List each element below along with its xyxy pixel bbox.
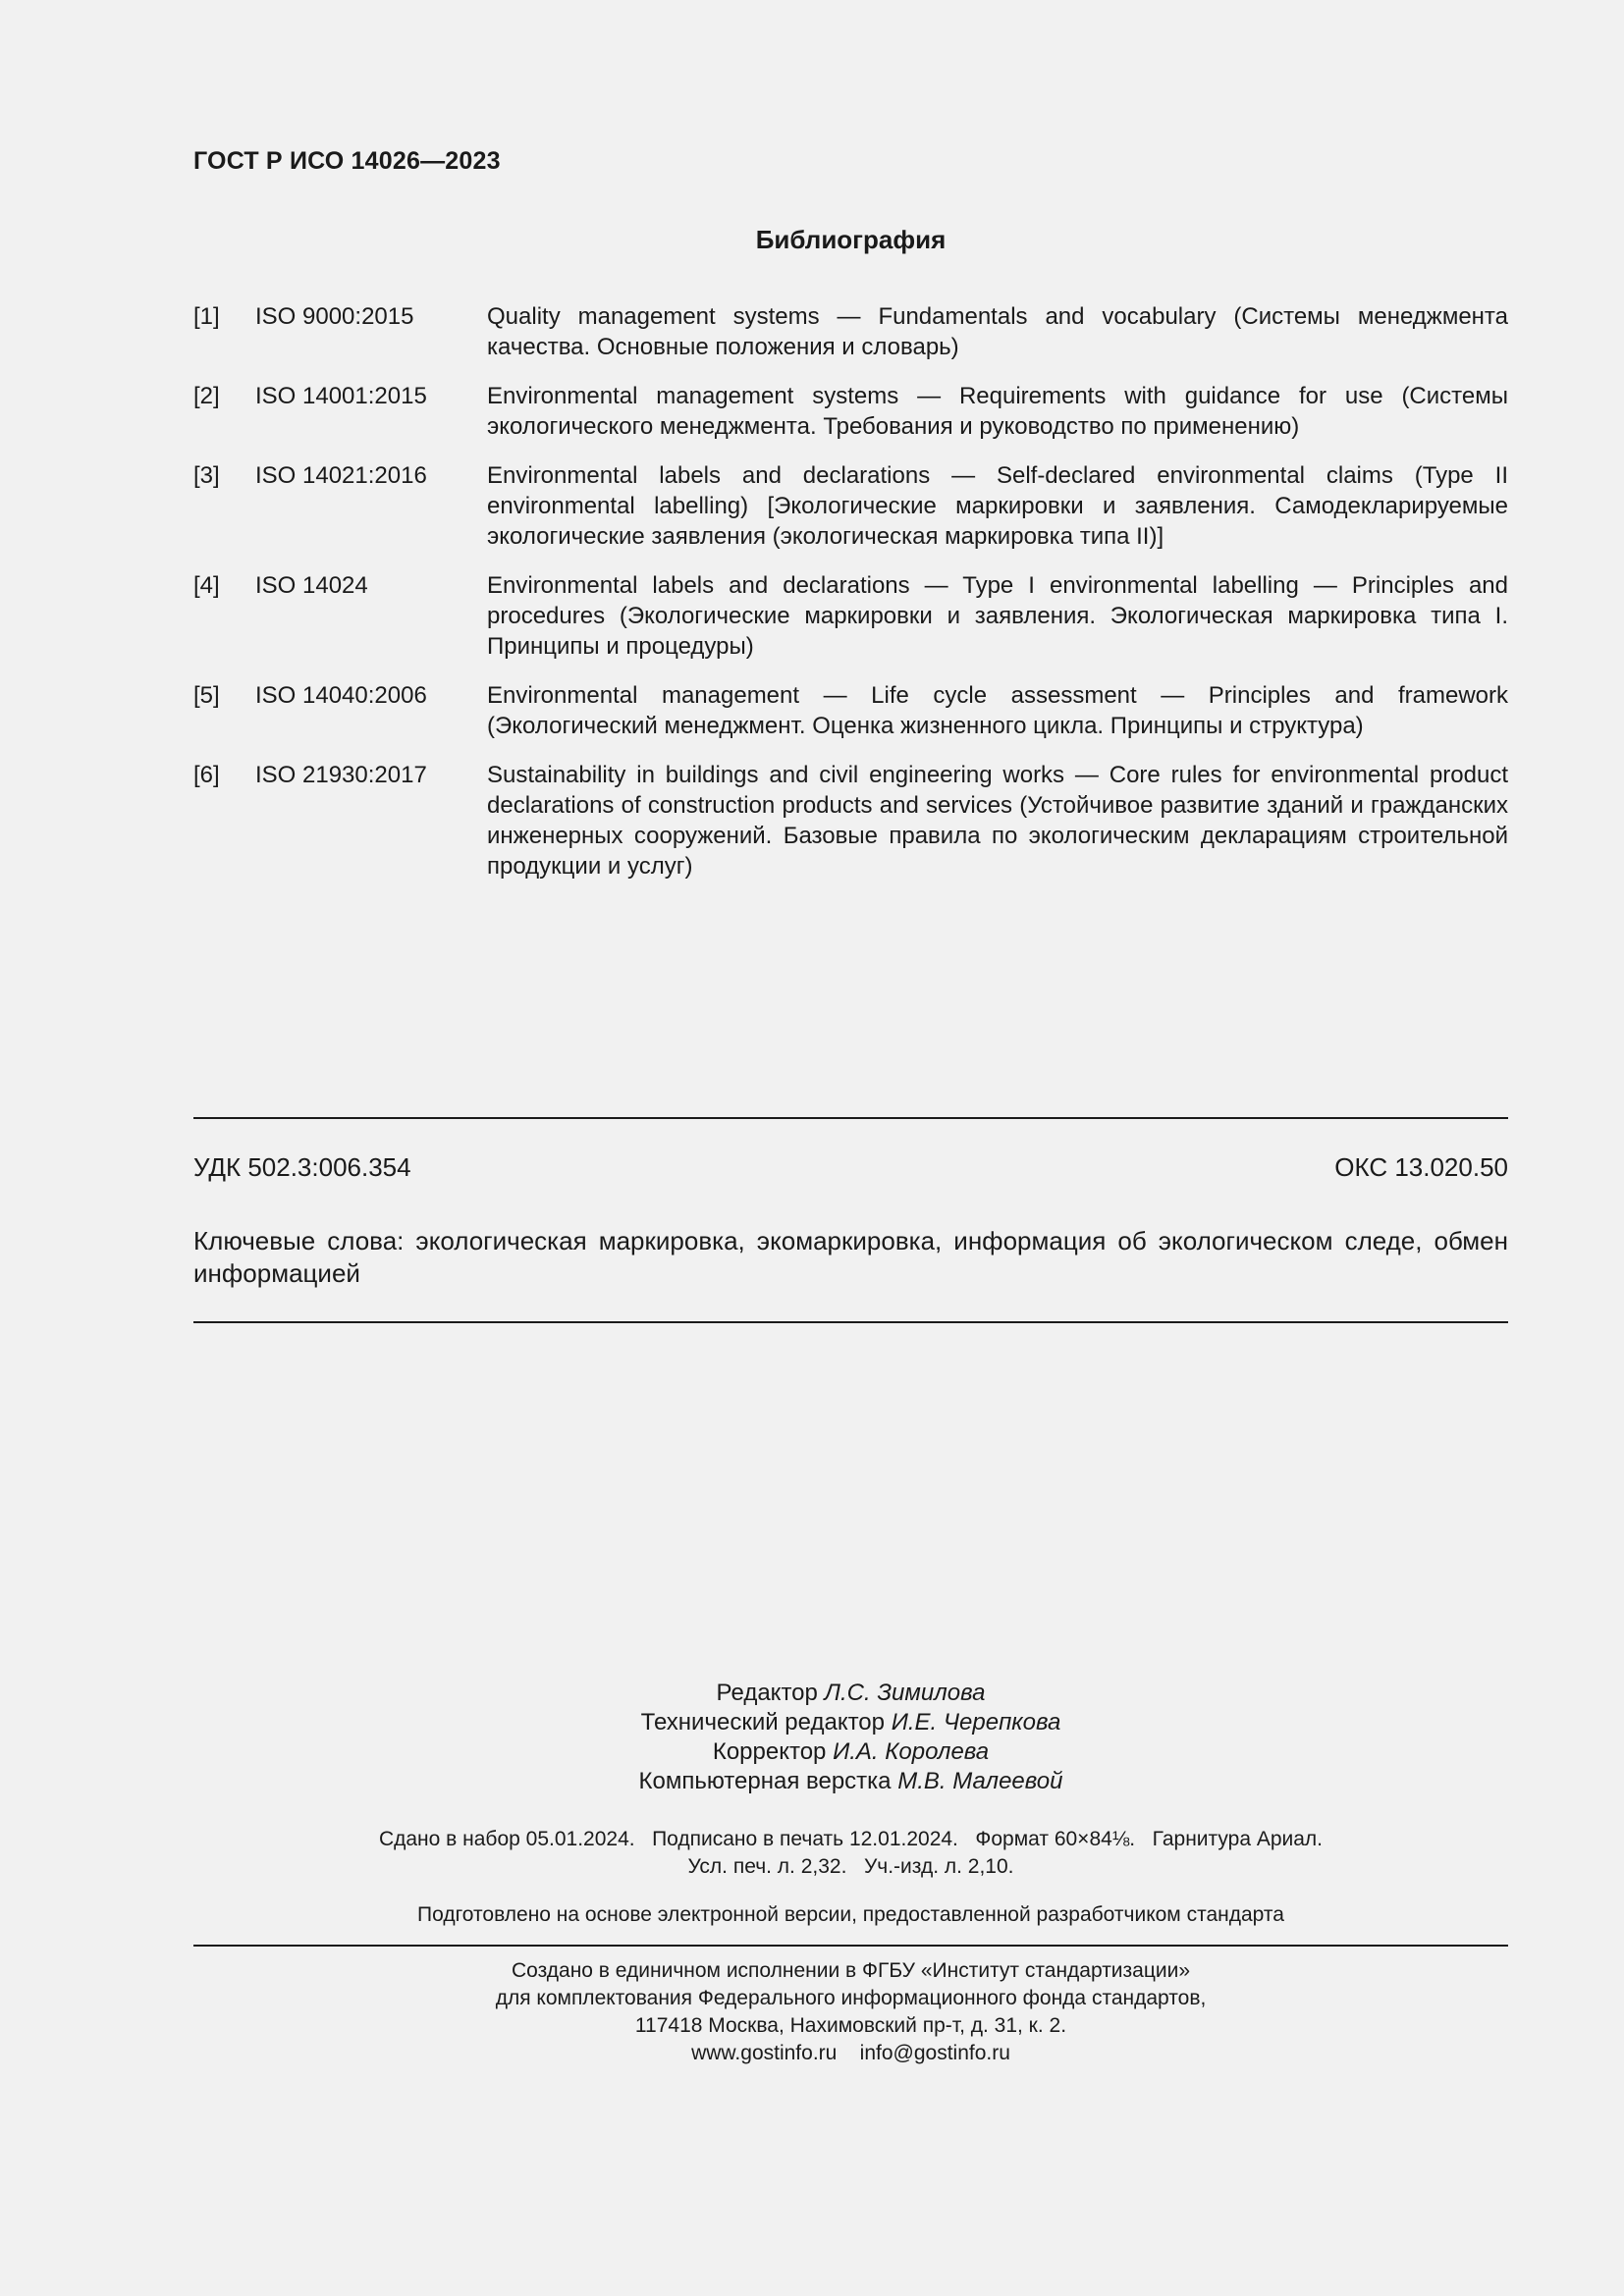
- reference-number: [2]: [193, 383, 220, 409]
- credit-name: И.Е. Черепкова: [891, 1709, 1061, 1735]
- reference-code: ISO 14024: [255, 572, 368, 599]
- reference-text: Quality management systems — Fundamentals and vocabulary (Системы менеджмента качества. Основные положения и словарь): [487, 303, 1508, 360]
- reference-text: Environmental labels and declarations — Type I environmental labelling — Principles and procedures (Экологические маркировки и заявления. Экологическая маркировка типа I. Принципы и процедуры): [487, 572, 1508, 660]
- reference-number: [4]: [193, 572, 220, 599]
- keywords: Ключевые слова: экологическая маркировка, экомаркировка, информация об экологическом следе, обмен информацией: [193, 1226, 1508, 1288]
- credit-line: [193, 1679, 1508, 1708]
- credit-line: [193, 1737, 1508, 1767]
- reference-number: [5]: [193, 682, 220, 709]
- credit-name: И.А. Королева: [833, 1738, 990, 1765]
- reference-code: ISO 21930:2017: [255, 762, 427, 788]
- udk-code: УДК 502.3:006.354: [193, 1152, 411, 1182]
- print-info-line: Сдано в набор 05.01.2024. Подписано в печать 12.01.2024. Формат 60×84⅛. Гарнитура Ариал.: [378, 1828, 1324, 1850]
- credit-role: Корректор: [712, 1738, 827, 1765]
- reference-text: Environmental labels and declarations — Self-declared environmental claims (Type II environmental labelling) [Экологические маркировки и заявления. Самодекларируемые экологические заявления (экологическая маркировка типа II)]: [487, 462, 1508, 550]
- print-info-line: Усл. печ. л. 2,32. Уч.-изд. л. 2,10.: [687, 1855, 1014, 1878]
- oks-code: ОКС 13.020.50: [1334, 1152, 1508, 1182]
- bibliography-item: [193, 301, 1508, 362]
- divider-bottom: [193, 1945, 1508, 1947]
- credit-line: [193, 1767, 1508, 1796]
- reference-code: ISO 9000:2015: [255, 303, 414, 330]
- publisher-line: 117418 Москва, Нахимовский пр-т, д. 31, к. 2.: [634, 2014, 1067, 2037]
- reference-text: Environmental management systems — Requirements with guidance for use (Системы экологического менеджмента. Требования и руководство по применению): [487, 383, 1508, 440]
- reference-code: ISO 14021:2016: [255, 462, 427, 489]
- credit-name: М.В. Малеевой: [897, 1768, 1063, 1794]
- divider-keywords: [193, 1321, 1508, 1323]
- bibliography-item: [193, 460, 1508, 552]
- bibliography-item: [193, 570, 1508, 662]
- reference-text: Sustainability in buildings and civil engineering works — Core rules for environmental product declarations of construction products and services (Устойчивое развитие зданий и гражданских инженерных сооружений. Базовые правила по экологическим декларациям строительной продукции и услуг): [487, 762, 1508, 880]
- publisher-contacts: www.gostinfo.ru info@gostinfo.ru: [691, 2042, 1010, 2064]
- page-header-standard: ГОСТ Р ИСО 14026—2023: [193, 147, 501, 175]
- publisher-line: для комплектования Федерального информационного фонда стандартов,: [495, 1987, 1207, 2009]
- publisher-line: Создано в единичном исполнении в ФГБУ «Институт стандартизации»: [511, 1959, 1191, 1982]
- credit-role: Компьютерная верстка: [638, 1768, 892, 1794]
- print-info: [193, 1826, 1508, 1881]
- credit-role: Технический редактор: [640, 1709, 886, 1735]
- prepared-note: Подготовлено на основе электронной версии, предоставленной разработчиком стандарта: [417, 1903, 1284, 1926]
- bibliography-item: [193, 381, 1508, 442]
- reference-number: [6]: [193, 762, 220, 788]
- divider-top: [193, 1117, 1508, 1119]
- publisher-info: [193, 1957, 1508, 2067]
- bibliography-list: [193, 301, 1508, 900]
- credit-role: Редактор: [716, 1680, 818, 1706]
- reference-code: ISO 14040:2006: [255, 682, 427, 709]
- credits-block: [193, 1679, 1508, 1796]
- bibliography-title: Библиография: [755, 225, 947, 254]
- bibliography-item: [193, 760, 1508, 881]
- reference-number: [3]: [193, 462, 220, 489]
- reference-code: ISO 14001:2015: [255, 383, 427, 409]
- reference-text: Environmental management — Life cycle assessment — Principles and framework (Экологический менеджмент. Оценка жизненного цикла. Принципы и структура): [487, 682, 1508, 739]
- credit-line: [193, 1708, 1508, 1737]
- reference-number: [1]: [193, 303, 220, 330]
- credit-name: Л.С. Зимилова: [824, 1680, 986, 1706]
- bibliography-item: [193, 680, 1508, 741]
